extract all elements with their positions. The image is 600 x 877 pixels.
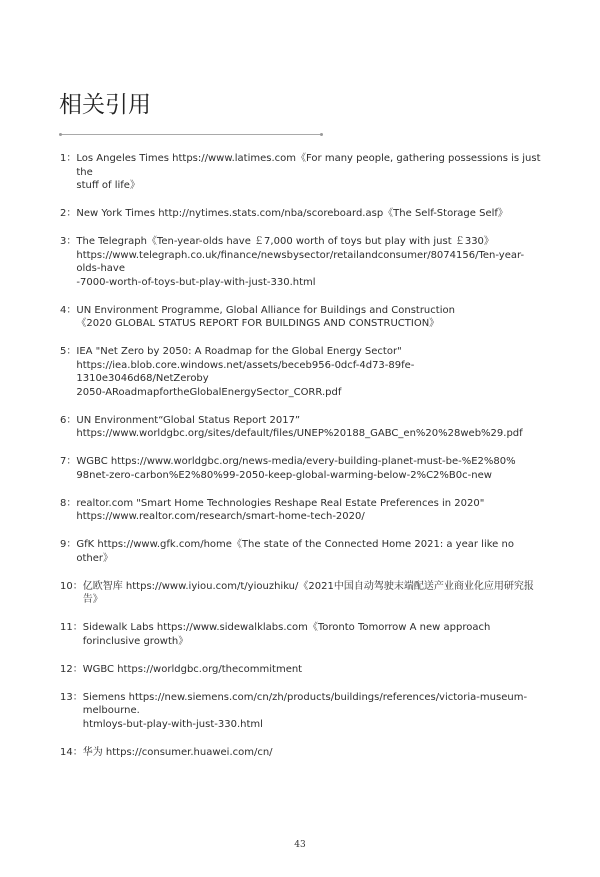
- reference-text: [83, 621, 546, 648]
- reference-line: GfK https://www.gfk.com/home《The state of the Connected Home 2021: a year like no other》: [76, 539, 514, 564]
- reference-line: realtor.com "Smart Home Technologies Reshape Real Estate Preferences in 2020": [76, 497, 485, 509]
- reference-item: [60, 746, 546, 760]
- reference-item: [60, 304, 546, 331]
- reference-number: 5：: [60, 346, 77, 357]
- reference-item: [60, 414, 546, 441]
- reference-line: stuff of life》: [76, 180, 140, 191]
- reference-number: 12：: [60, 663, 83, 675]
- reference-number: 3：: [60, 236, 77, 247]
- reference-line: https://www.realtor.com/research/smart-home-tech-2020/: [76, 511, 365, 522]
- reference-line: UN Environment“Global Status Report 2017”: [76, 414, 301, 426]
- reference-text: [76, 455, 546, 482]
- reference-item: [60, 497, 546, 524]
- reference-text: [76, 152, 546, 193]
- reference-line: Siemens https://new.siemens.com/cn/zh/products/buildings/references/victoria-museum-melbourne.: [82, 691, 528, 716]
- reference-line: htmloys-but-play-with-just-330.html: [82, 718, 263, 730]
- reference-line: https://iea.blob.core.windows.net/assets/beceb956-0dcf-4d73-89fe-1310e3046d68/NetZeroby: [76, 359, 415, 384]
- reference-text: [76, 345, 546, 399]
- reference-number: 2：: [60, 208, 77, 219]
- reference-line: 98net-zero-carbon%E2%80%99-2050-keep-global-warming-below-2%C2%B0c-new: [76, 469, 492, 481]
- reference-line: WGBC https://www.worldgbc.org/news-media/every-building-planet-must-be-%E2%80%: [76, 456, 516, 467]
- reference-list: [60, 152, 546, 774]
- reference-line: The Telegraph《Ten-year-olds have ￡7,000 worth of toys but play with just ￡330》: [76, 236, 494, 247]
- reference-line: https://www.telegraph.co.uk/finance/newsbysector/retailandconsumer/8074156/Ten-year-olds-have: [76, 249, 525, 274]
- page-title: 相关引用: [59, 92, 151, 118]
- reference-text: [83, 663, 546, 677]
- reference-line: WGBC https://worldgbc.org/thecommitment: [82, 663, 303, 675]
- reference-text: [76, 538, 546, 565]
- reference-line: 华为 https://consumer.huawei.com/cn/: [82, 746, 273, 758]
- reference-number: 6：: [60, 414, 77, 426]
- reference-item: [60, 691, 546, 732]
- reference-line: https://www.worldgbc.org/sites/default/files/UNEP%20188_GABC_en%20%28web%29.pdf: [76, 428, 523, 439]
- reference-line: IEA "Net Zero by 2050: A Roadmap for the Global Energy Sector": [76, 346, 402, 357]
- title-divider: [60, 134, 322, 135]
- reference-line: -7000-worth-of-toys-but-play-with-just-330.html: [76, 276, 316, 288]
- reference-number: 1：: [60, 153, 77, 164]
- reference-item: [60, 538, 546, 565]
- reference-line: 《2020 GLOBAL STATUS REPORT FOR BUILDINGS AND CONSTRUCTION》: [76, 318, 440, 329]
- reference-number: 11：: [60, 622, 83, 633]
- reference-number: 14：: [60, 746, 83, 758]
- reference-item: [60, 580, 546, 607]
- reference-line: New York Times http://nytimes.stats.com/nba/scoreboard.asp《The Self-Storage Self》: [76, 208, 508, 219]
- reference-number: 4：: [60, 304, 77, 316]
- page-number: 43: [294, 840, 306, 850]
- reference-line: 亿欧智库 https://www.iyiou.com/t/yiouzhiku/《2021中国自动驾驶末端配送产业商业化应用研究报告》: [82, 580, 534, 605]
- reference-line: UN Environment Programme, Global Alliance for Buildings and Construction: [76, 304, 455, 316]
- reference-item: [60, 455, 546, 482]
- reference-text: [83, 580, 546, 607]
- reference-text: [83, 746, 546, 760]
- reference-item: [60, 663, 546, 677]
- reference-text: [76, 304, 546, 331]
- reference-text: [76, 235, 546, 289]
- reference-item: [60, 207, 546, 221]
- reference-text: [83, 691, 546, 732]
- reference-item: [60, 235, 546, 289]
- reference-item: [60, 621, 546, 648]
- reference-item: [60, 345, 546, 399]
- reference-number: 8：: [60, 497, 77, 509]
- reference-line: Sidewalk Labs https://www.sidewalklabs.com《Toronto Tomorrow A new approach forinclusive growth》: [82, 622, 491, 647]
- reference-text: [76, 207, 546, 221]
- reference-number: 7：: [60, 456, 77, 467]
- reference-text: [76, 414, 546, 441]
- reference-item: [60, 152, 546, 193]
- reference-number: 13：: [60, 691, 83, 703]
- reference-line: Los Angeles Times https://www.latimes.com《For many people, gathering possessions is just the: [76, 153, 541, 178]
- reference-number: 10：: [60, 580, 83, 592]
- reference-number: 9：: [60, 539, 77, 550]
- reference-text: [76, 497, 546, 524]
- reference-line: 2050-ARoadmapfortheGlobalEnergySector_CORR.pdf: [76, 386, 342, 398]
